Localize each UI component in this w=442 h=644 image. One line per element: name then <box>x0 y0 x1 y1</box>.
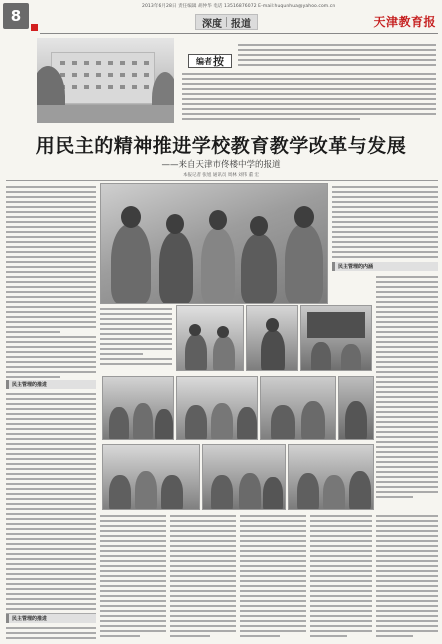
masthead <box>0 0 442 36</box>
school-building-photo <box>37 38 174 123</box>
editor-note-text-top <box>238 44 436 69</box>
editor-note-label <box>188 54 232 68</box>
photo-speaker <box>246 305 298 371</box>
section-divider <box>226 17 227 27</box>
section-tag <box>195 14 258 30</box>
bottom-column-text-2 <box>170 515 236 640</box>
right-column-text-1 <box>332 186 438 261</box>
photo-classroom-f <box>260 376 336 440</box>
section-tag-right: 报道 <box>231 18 251 30</box>
subtitle-3: 民主管理的推进 <box>6 614 96 623</box>
issue-meta-line: 2013年6月28日 责任编辑 胡仲华 电话 13516876072 E-mail:huqunhua@yahoo.com.cn <box>142 4 336 9</box>
section-tag-left: 深度 <box>202 18 222 30</box>
page-number: 8 <box>3 3 29 29</box>
left-column-text-3 <box>6 627 96 642</box>
left-column-text-1 <box>6 186 96 381</box>
mid-column-text <box>100 308 172 368</box>
main-photo <box>100 183 328 304</box>
subtitle-2: 民主管理的内涵 <box>332 262 438 271</box>
photo-classroom-g <box>338 376 374 440</box>
editor-note-prefix: 编者 <box>196 56 212 66</box>
photo-board <box>300 305 372 371</box>
article-byline: 本报记者 张旭 通讯员 周林 刘伟 董 宏 <box>182 173 260 178</box>
bottom-column-text-3 <box>240 515 306 640</box>
editor-note-suffix: 按 <box>213 55 224 68</box>
right-column-text-2 <box>376 276 438 501</box>
photo-students-h <box>102 444 200 510</box>
photo-classroom-d <box>102 376 174 440</box>
photo-students-i <box>202 444 286 510</box>
photo-classroom-e <box>176 376 258 440</box>
masthead-rule <box>40 33 438 34</box>
photo-classroom-a <box>176 305 244 371</box>
bottom-column-text-4 <box>310 515 372 640</box>
subtitle-1: 民主管理的推进 <box>6 380 96 389</box>
article-headline: 用民主的精神推进学校教育教学改革与发展 <box>35 135 407 157</box>
bottom-column-text-5 <box>376 515 438 640</box>
bottom-column-text-1 <box>100 515 166 640</box>
building-shape <box>51 52 155 104</box>
headline-rule <box>6 180 438 181</box>
photo-students-j <box>288 444 374 510</box>
red-square-icon <box>31 24 38 31</box>
ground <box>37 105 174 123</box>
newspaper-logo: 天津教育报 <box>373 15 436 29</box>
article-subhead: ——来自天津市佟楼中学的报道 <box>161 160 281 170</box>
left-column-text-2 <box>6 393 96 623</box>
editor-note-text-bottom <box>182 73 436 123</box>
